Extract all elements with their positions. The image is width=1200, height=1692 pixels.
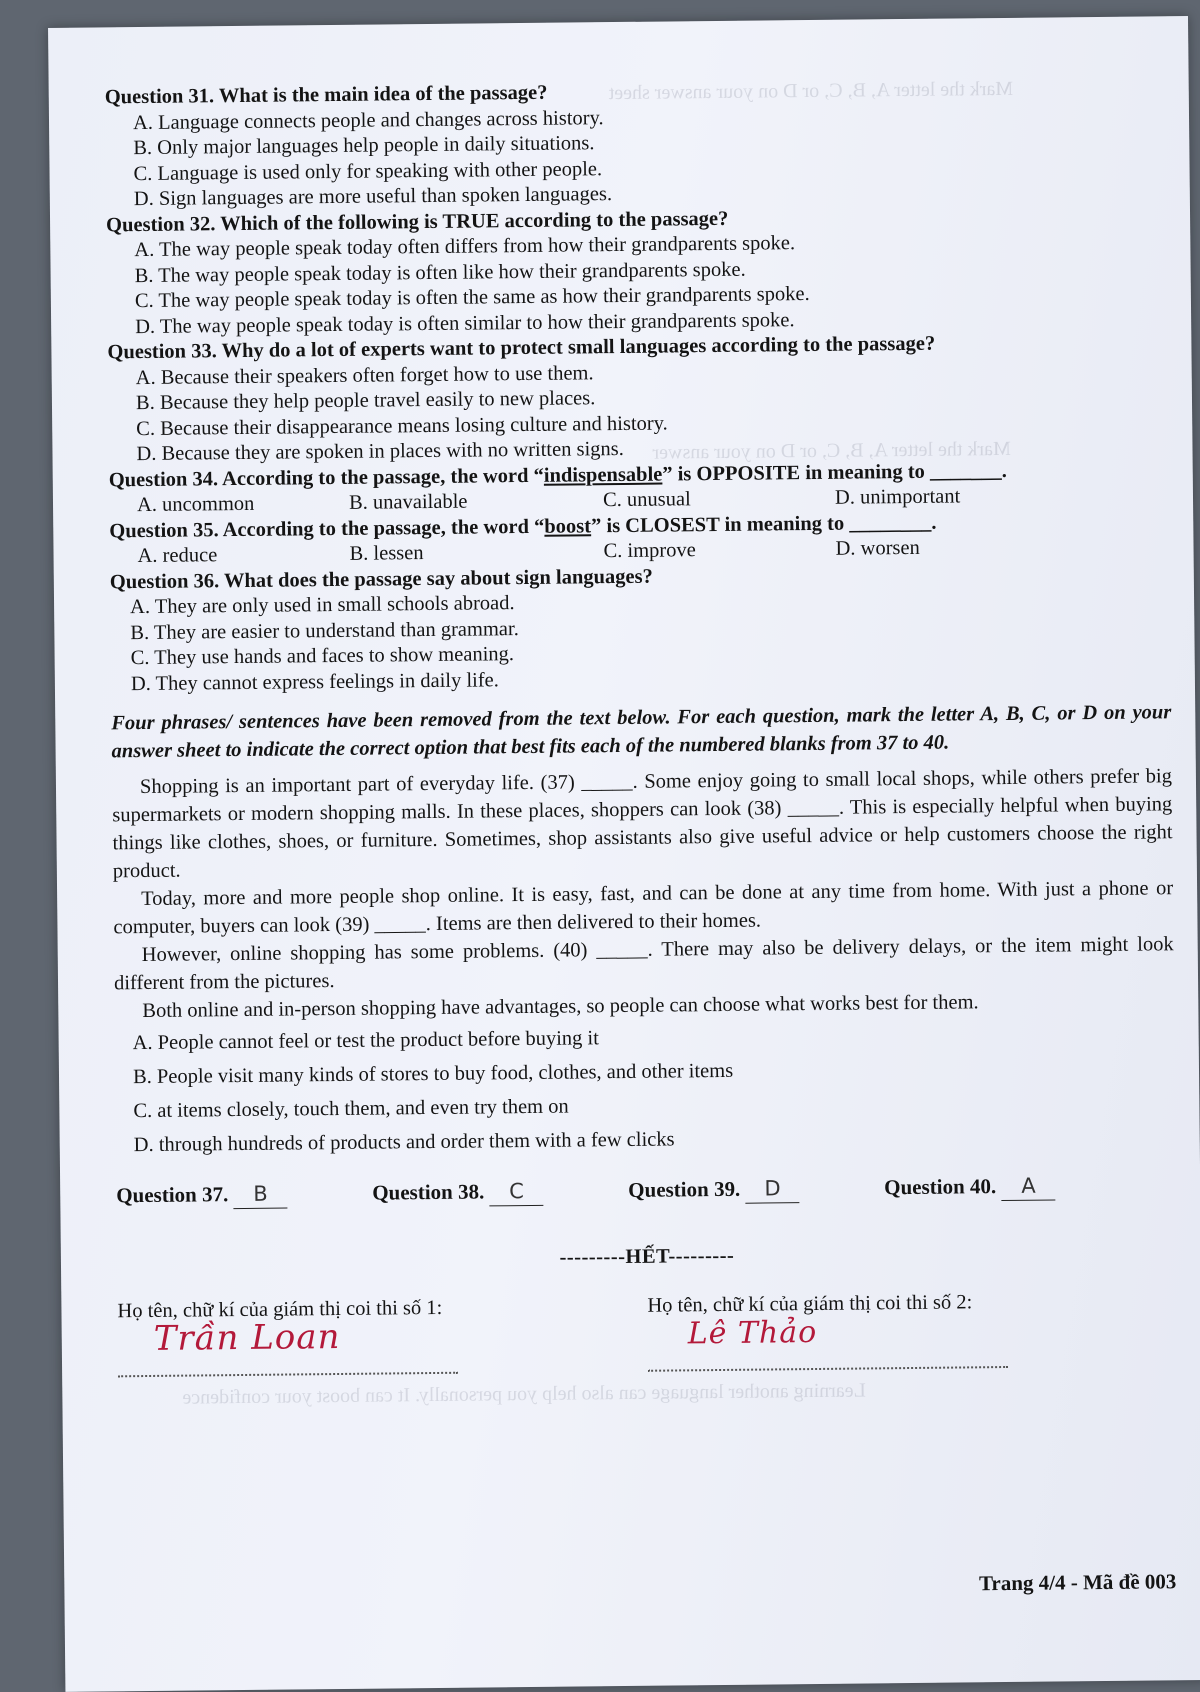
option-a: A. Language connects people and changes across history. <box>132 106 604 134</box>
option-c: C. Language is used only for speaking with other people. <box>133 157 603 185</box>
passage-paragraph: Today, more and more people shop online. It is easy, fast, and can be done at any time from home. With just a phone or computer, buyers can look (39) _____. Items are then delivered to their homes. <box>113 877 1174 939</box>
answer-option-a: A. People cannot feel or test the product before buying it <box>132 1027 600 1055</box>
answer-option-d: D. through hundreds of products and order them with a few clicks <box>133 1128 675 1157</box>
handwritten-answer[interactable]: A <box>1001 1173 1055 1200</box>
proctor-1-label: Họ tên, chữ kí của giám thị coi thi số 1: <box>117 1296 443 1323</box>
question-text: Question 31. What is the main idea of the passage? <box>104 81 548 109</box>
reading-passage <box>112 762 1175 1025</box>
exam-page <box>48 16 1200 1692</box>
proctor-2-label: Họ tên, chữ kí của giám thị coi thi số 2: <box>647 1291 973 1317</box>
question-33 <box>107 329 1168 468</box>
option-a: A. reduce <box>137 544 218 568</box>
question-text: Question 34. According to the passage, the word “indispensable” is OPPOSITE in meaning to _______. <box>108 459 1007 491</box>
answer-blanks <box>116 1172 1176 1210</box>
option-c: C. unusual <box>602 488 691 512</box>
option-a: A. The way people speak today often differs from how their grandparents spoke. <box>134 232 796 262</box>
option-b: B. Only major languages help people in daily situations. <box>133 132 595 160</box>
question-text: Question 32. Which of the following is TRUE according to the passage? <box>105 207 729 236</box>
option-b: B. Because they help people travel easily to new places. <box>135 387 596 415</box>
answer-option-b: B. People visit many kinds of stores to buy food, clothes, and other items <box>132 1059 734 1089</box>
question-32 <box>106 202 1167 341</box>
proctor-1-signature: Trần Loan <box>153 1316 341 1359</box>
question-text: Question 33. Why do a lot of experts want to protect small languages according to the passage? <box>107 332 936 364</box>
passage-paragraph: Both online and in-person shopping have advantages, so people can choose what works best for them. <box>142 991 979 1023</box>
option-d: D. Because they are spoken in places with no written signs. <box>136 437 624 466</box>
option-c: C. improve <box>603 539 696 563</box>
option-b: B. The way people speak today is often like how their grandparents spoke. <box>134 258 746 287</box>
answer-option-c: C. at items closely, touch them, and even try them on <box>133 1095 569 1123</box>
proctor-2 <box>647 1288 1178 1371</box>
underlined-word: boost <box>544 514 592 538</box>
option-c: C. The way people speak today is often the same as how their grandparents spoke. <box>134 283 810 313</box>
proctor-1 <box>117 1294 648 1377</box>
option-d: D. worsen <box>835 536 920 560</box>
option-b: B. They are easier to understand than grammar. <box>130 617 519 644</box>
question-text: Question 35. According to the passage, the word “boost” is CLOSEST in meaning to ________. <box>109 511 937 542</box>
answer-37: Question 37. B <box>116 1181 372 1210</box>
answer-39: Question 39. D <box>628 1175 884 1204</box>
question-31 <box>105 74 1166 213</box>
passage-paragraph: Shopping is an important part of everyday life. (37) _____. Some enjoy going to small local shops, while others prefer big supermarkets or modern shopping malls. In these places, shoppers can look (38) _____. This is especially helpful when buying things like clothes, shoes, or furniture. Sometimes, shop assistants also give useful advice or help customers choose the right product. <box>112 765 1173 883</box>
option-b: B. lessen <box>349 542 424 565</box>
proctor-signatures <box>117 1288 1178 1377</box>
option-a: A. They are only used in small schools abroad. <box>129 592 515 619</box>
instruction-text: Four phrases/ sentences have been removed from the text below. For each question, mark the letter A, B, C, or D on your answer sheet to indicate the correct option that best fits each of the numbered blanks from 37 to 40. <box>111 701 1172 763</box>
option-d: D. They cannot express feelings in daily life. <box>130 668 499 695</box>
signature-line <box>118 1316 458 1377</box>
question-36 <box>110 559 1171 698</box>
option-d: D. The way people speak today is often similar to how their grandparents spoke. <box>135 308 795 338</box>
option-a: A. uncommon <box>136 492 255 517</box>
proctor-2-signature: Lê Thảo <box>687 1314 818 1351</box>
handwritten-answer[interactable]: B <box>233 1182 287 1209</box>
underlined-word: indispensable <box>543 463 663 487</box>
option-c: C. They use hands and faces to show meaning. <box>130 643 515 670</box>
handwritten-answer[interactable]: D <box>745 1176 799 1203</box>
answer-40: Question 40. A <box>884 1173 1140 1202</box>
bleed-through-text: Mark the letter A, B, C, or D on your answer <box>652 437 1011 464</box>
option-d: D. unimportant <box>834 485 961 509</box>
exam-content <box>105 74 1178 1377</box>
end-marker: ---------HẾT--------- <box>559 1244 735 1269</box>
page-footer: Trang 4/4 - Mã đề 003 <box>978 1569 1177 1596</box>
handwritten-answer[interactable]: C <box>489 1179 543 1206</box>
passage-paragraph: However, online shopping has some problems. (40) _____. There may also be delivery delays, or the item might look different from the pictures. <box>113 933 1174 995</box>
option-a: A. Because their speakers often forget how to use them. <box>135 361 594 389</box>
option-c: C. Because their disappearance means losing culture and history. <box>136 412 668 440</box>
answer-options <box>114 1016 1175 1161</box>
bleed-through-text: Mark the letter A, B, C, or D on your answer sheet <box>608 77 1014 105</box>
question-text: Question 36. What does the passage say about sign languages? <box>109 565 653 593</box>
option-b: B. unavailable <box>348 490 468 514</box>
answer-38: Question 38. C <box>372 1178 628 1207</box>
signature-line <box>648 1314 1008 1371</box>
option-d: D. Sign languages are more useful than spoken languages. <box>133 183 613 211</box>
bleed-through-text: Learning another language can also help you personally. It can boost your confidence <box>182 1379 866 1409</box>
